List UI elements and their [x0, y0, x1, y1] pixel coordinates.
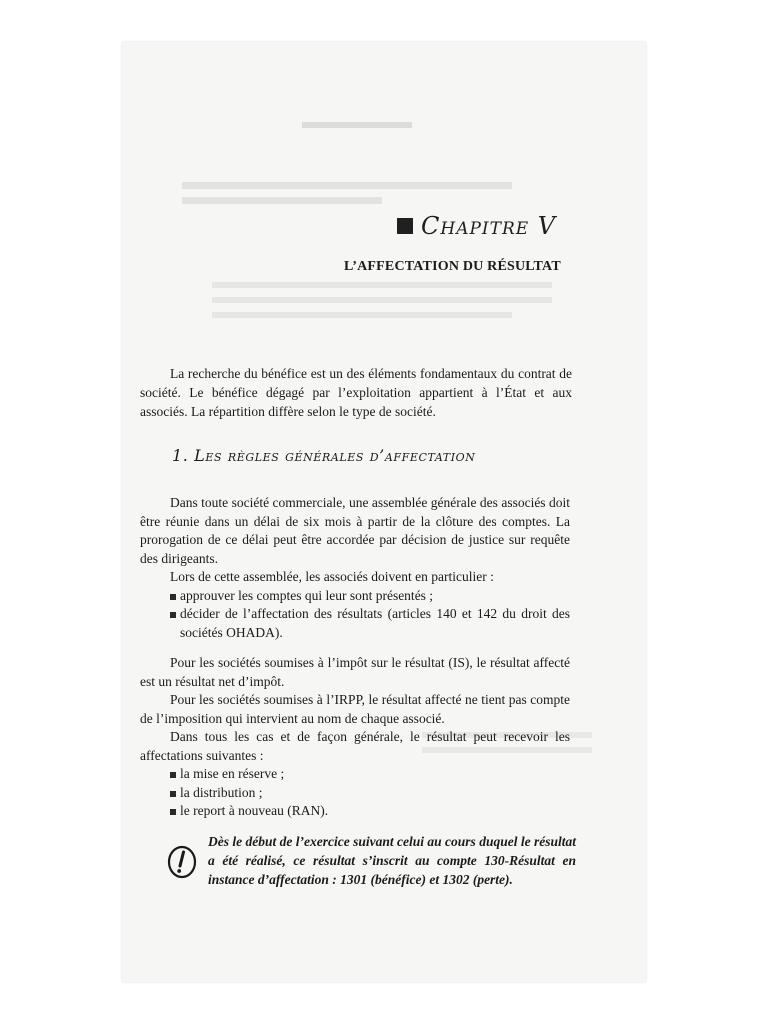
bullet-square-icon — [170, 772, 176, 778]
paragraph-irpp: Pour les sociétés soumises à l’IRPP, le résultat affecté ne tient pas compte de l’imposition qui intervient au nom de chaque associé. — [140, 692, 570, 726]
paragraph-assembly: Dans toute société commerciale, une assemblée générale des associés doit être réunie dans un délai de six mois à partir de la clôture des comptes. La prorogation de ce délai peut être accordée par décision de justice sur requête des dirigeants. — [140, 495, 570, 566]
bullet-square-icon — [170, 809, 176, 815]
chapter-heading — [397, 212, 556, 240]
bullet-square-icon — [170, 791, 176, 797]
intro-paragraph — [140, 364, 572, 421]
book-page — [122, 42, 646, 982]
section-heading: 1. Les règles générales d’affectation — [172, 446, 476, 465]
black-square-icon — [397, 218, 413, 234]
list-item: la mise en réserve ; — [140, 765, 570, 784]
intro-text: La recherche du bénéfice est un des éléments fondamentaux du contrat de société. Le bénéfice dégagé par l’exploitation appartient à l’État et aux associés. La répartition diffère selon le type de société. — [140, 366, 572, 419]
bullet-square-icon — [170, 612, 176, 618]
warning-note — [166, 832, 576, 889]
exclamation-warning-icon — [166, 844, 198, 880]
paragraph-duties: Lors de cette assemblée, les associés doivent en particulier : — [170, 569, 494, 584]
chapter-title: Chapitre V — [421, 212, 557, 240]
paragraph-is: Pour les sociétés soumises à l’impôt sur le résultat (IS), le résultat affecté est un résultat net d’impôt. — [140, 655, 570, 689]
section-body — [140, 494, 570, 642]
paragraph-affectations: Dans tous les cas et de façon générale, le résultat peut recevoir les affectations suivantes : — [140, 729, 570, 763]
warning-text: Dès le début de l’exercice suivant celui au cours duquel le résultat a été réalisé, ce résultat s’inscrit au compte 130-Résultat en instance d’affectation : 1301 (bénéfice) et 1302 (perte). — [208, 834, 576, 887]
bullet-square-icon — [170, 594, 176, 600]
affectations-list — [140, 765, 570, 821]
section-body-tax — [140, 654, 570, 821]
list-item: approuver les comptes qui leur sont présentés ; — [140, 587, 570, 606]
list-item: décider de l’affectation des résultats (articles 140 et 142 du droit des sociétés OHADA). — [140, 605, 570, 642]
duties-list — [140, 587, 570, 643]
list-item: le report à nouveau (RAN). — [140, 802, 570, 821]
chapter-subtitle: L’AFFECTATION DU RÉSULTAT — [344, 259, 561, 274]
list-item: la distribution ; — [140, 784, 570, 803]
